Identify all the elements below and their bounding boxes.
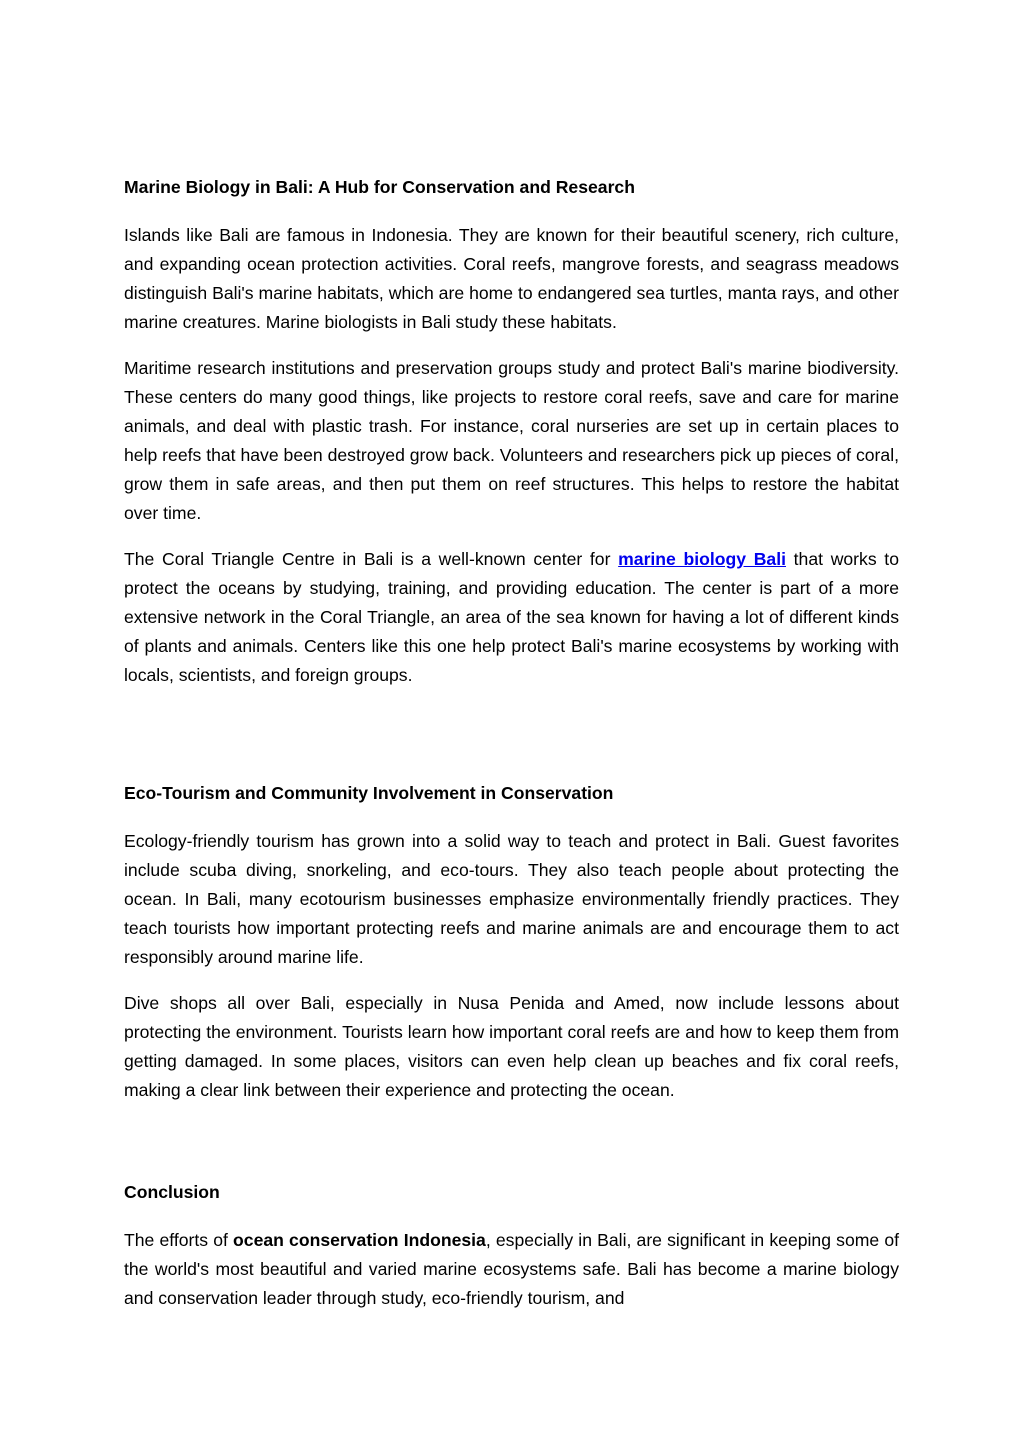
ocean-conservation-indonesia-bold: ocean conservation Indonesia <box>233 1230 486 1250</box>
paragraph-conclusion <box>124 1226 899 1313</box>
conclusion-after: , especially in Bali, are significant in keeping some of the world's most beautiful and varied marine ecosystems safe. Bali has become a marine biology and conservation leader through study, eco-friendly tourism, and <box>124 1230 900 1308</box>
paragraph-bali-intro: Islands like Bali are famous in Indonesia. They are known for their beautiful scenery, rich culture, and expanding ocean protection activities. Coral reefs, mangrove forests, and seagrass meadows distinguish Bali's marine habitats, which are home to endangered sea turtles, manta rays, and other marine creatures. Marine biologists in Bali study these habitats. <box>124 225 899 332</box>
section-spacer <box>124 1122 899 1178</box>
conclusion-before: The efforts of <box>124 1230 234 1250</box>
paragraph-coral-triangle-centre <box>124 545 899 690</box>
paragraph-research-institutions: Maritime research institutions and preservation groups study and protect Bali's marine biodiversity. These centers do many good things, like projects to restore coral reefs, save and care for marine animals, and deal with plastic trash. For instance, coral nurseries are set up in certain places to help reefs that have been destroyed grow back. Volunteers and researchers pick up pieces of coral, grow them in safe areas, and then put them on reef structures. This helps to restore the habitat over time. <box>124 358 899 523</box>
section-spacer <box>124 707 899 779</box>
document-body <box>124 173 899 1330</box>
marine-biology-bali-link[interactable]: marine biology Bali <box>618 549 786 569</box>
section-heading-eco-tourism: Eco-Tourism and Community Involvement in Conservation <box>124 783 614 803</box>
paragraph-dive-shops: Dive shops all over Bali, especially in Nusa Penida and Amed, now include lessons about protecting the environment. Tourists learn how important coral reefs are and how to keep them from getting damaged. In some places, visitors can even help clean up beaches and fix coral reefs, making a clear link between their experience and protecting the ocean. <box>124 993 899 1100</box>
section-heading-conclusion: Conclusion <box>124 1182 220 1202</box>
link-paragraph-after: that works to protect the oceans by studying, training, and providing education. The center is part of a more extensive network in the Coral Triangle, an area of the sea known for having a lot of different kinds of plants and animals. Centers like this one help protect Bali's marine ecosystems by working with locals, scientists, and foreign groups. <box>124 549 899 685</box>
paragraph-eco-tourism: Ecology-friendly tourism has grown into a solid way to teach and protect in Bali. Guest favorites include scuba diving, snorkeling, and eco-tours. They also teach people about protecting the ocean. In Bali, many ecotourism businesses emphasize environmentally friendly practices. They teach tourists how important protecting reefs and marine animals are and encourage them to act responsibly around marine life. <box>124 831 899 967</box>
link-paragraph-before: The Coral Triangle Centre in Bali is a well-known center for <box>124 549 619 569</box>
section-heading-marine-biology: Marine Biology in Bali: A Hub for Conservation and Research <box>124 177 635 197</box>
